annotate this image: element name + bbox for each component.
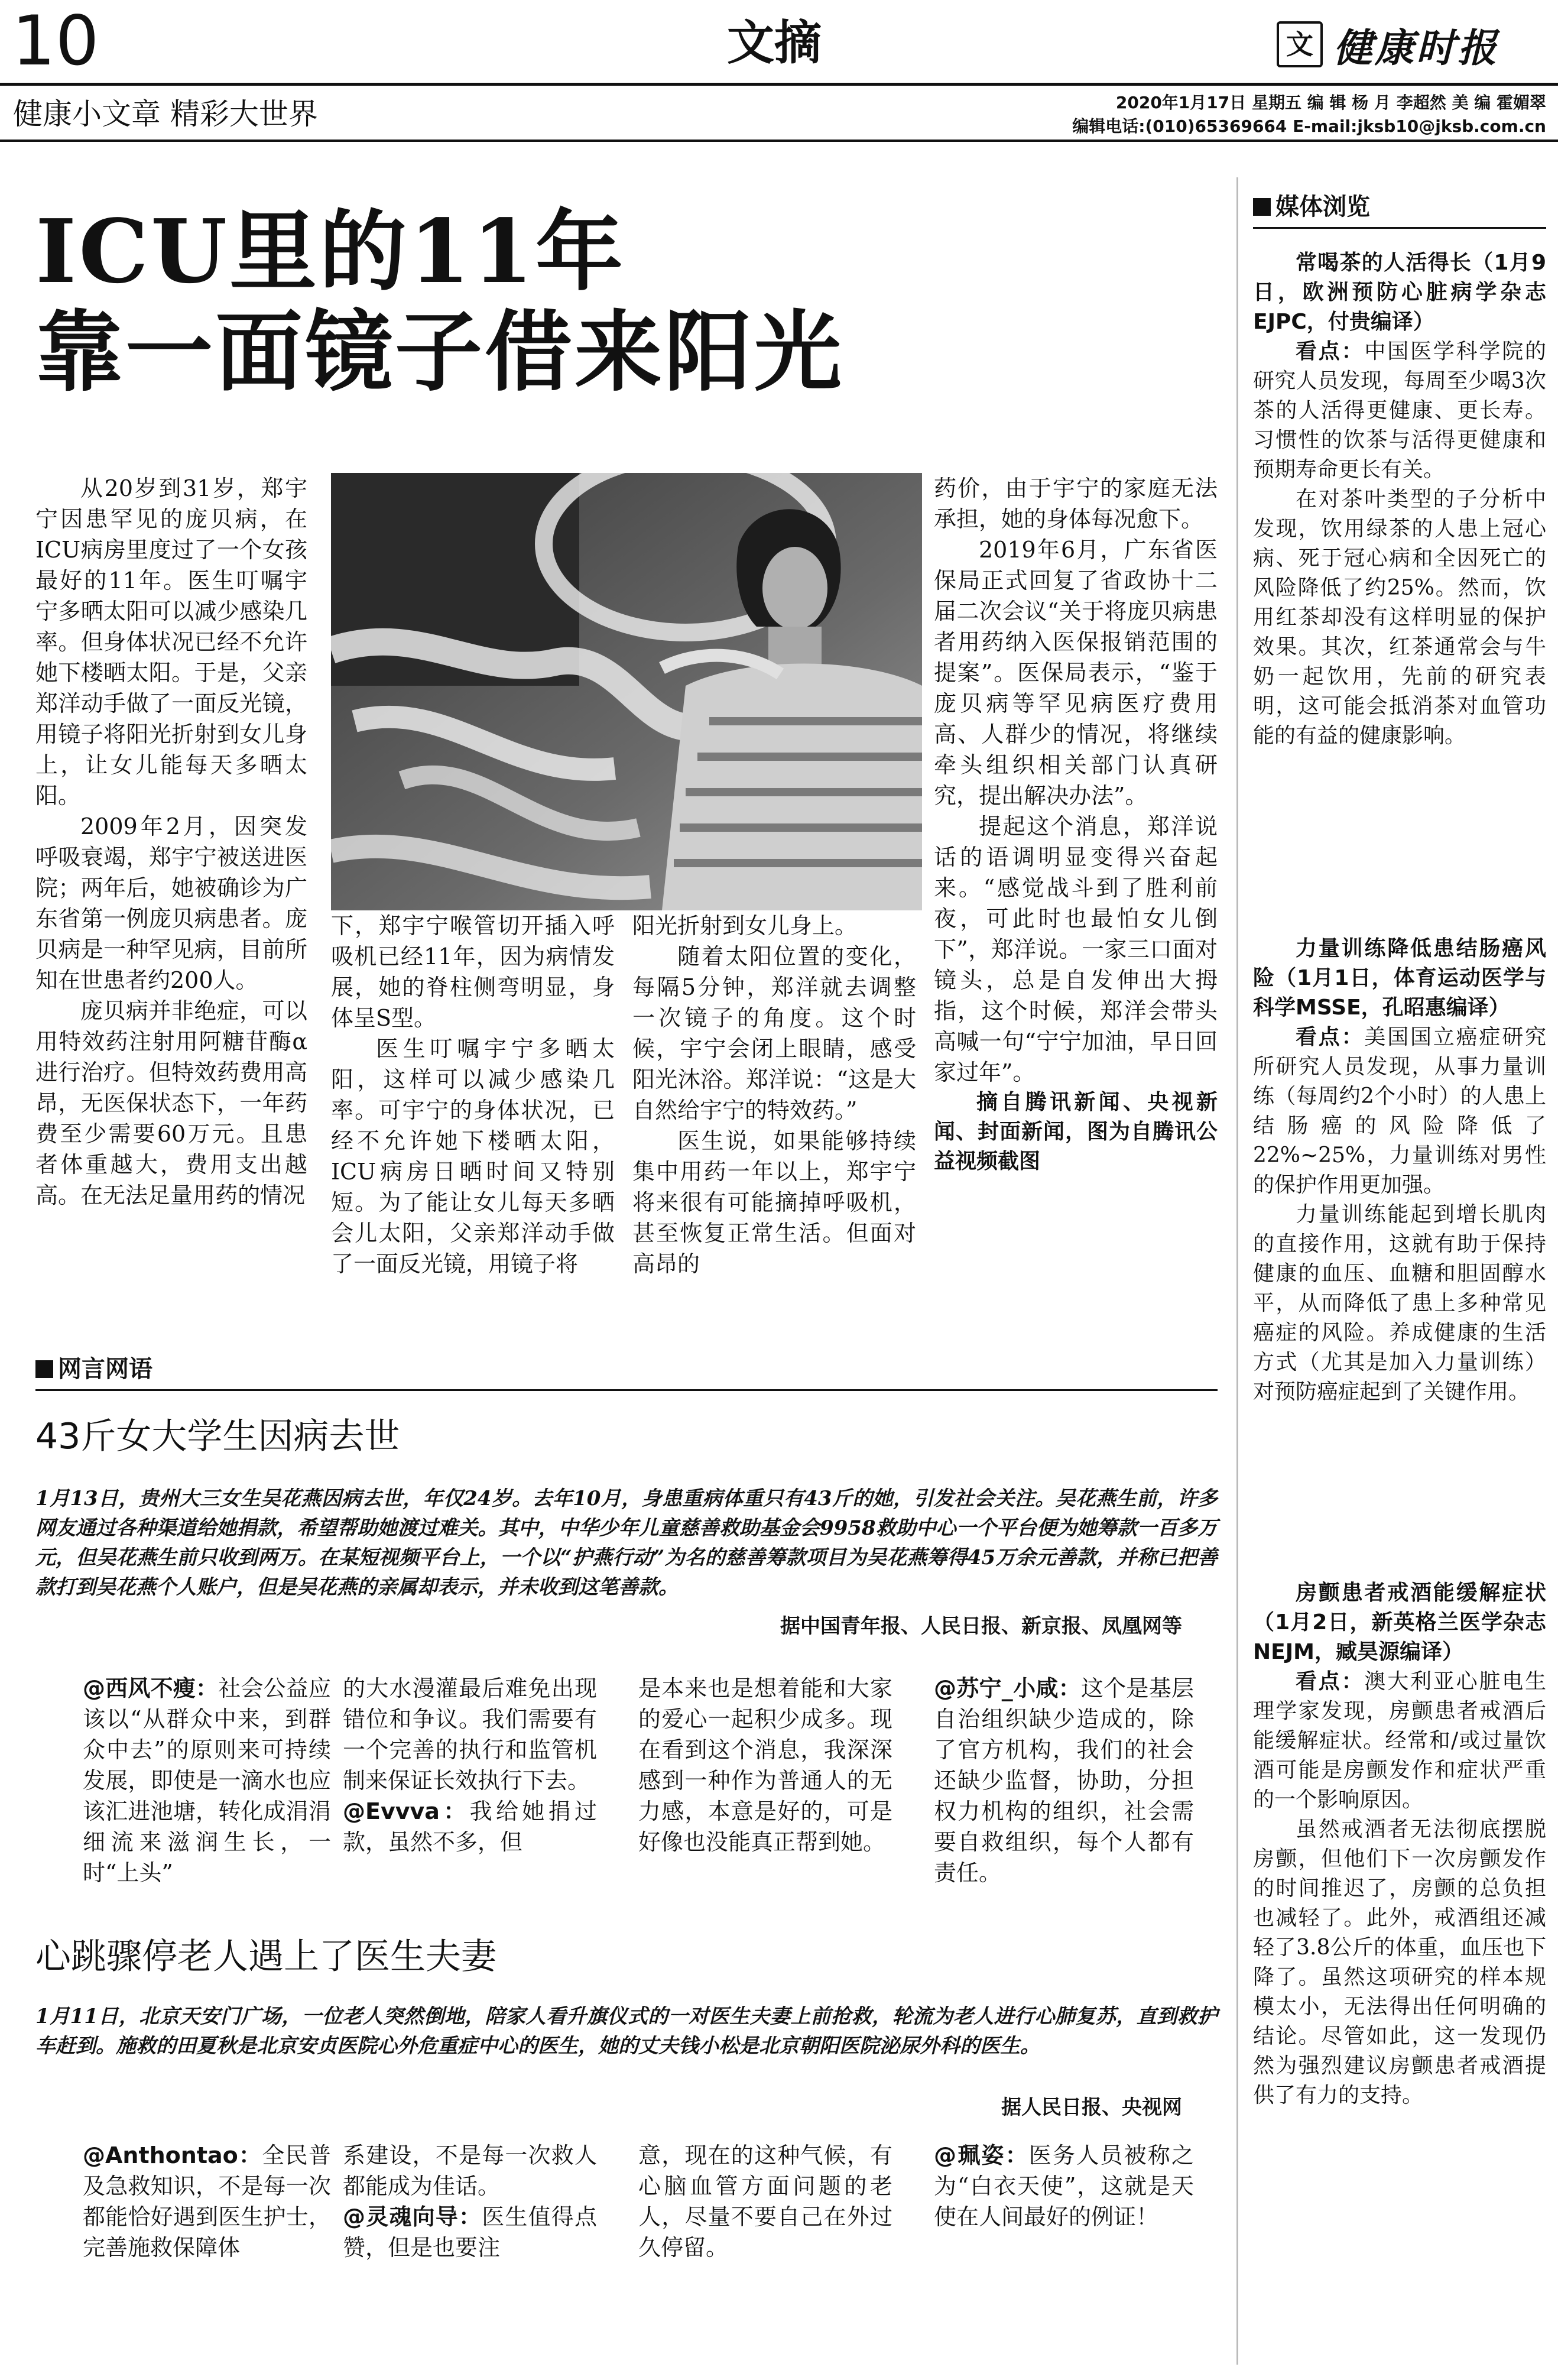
story-photo [331, 473, 922, 910]
paragraph: 提起这个消息，郑洋说话的语调明显变得兴奋起来。“感觉战斗到了胜利前夜，可此时也最怕女儿倒下”，郑洋说。一家三口面对镜头，总是自发伸出大拇指，这个时候，郑洋会带头高喊一句“宁宁加油，早日回家过年”。 [934, 813, 1218, 1085]
paragraph: 医生叮嘱宇宁多晒太阳，这样可以减少感染几率。可宇宁的身体状况，已经不允许她下楼晒太阳，ICU病房日晒时间又特别短。为了能让女儿每天多晒会儿太阳，父亲郑洋动手做了一面反光镜，用镜子将 [331, 1036, 615, 1277]
story-1-source: 据中国青年报、人民日报、新京报、凤凰网等 [780, 1614, 1182, 1638]
headline-line-2: 靠一面镜子借来阳光 [35, 300, 844, 403]
main-story-column-1 [35, 473, 307, 1211]
main-story-column-3 [632, 910, 916, 1279]
headline-line-1: ICU里的11年 [35, 200, 626, 303]
sidebar-item-3 [1253, 1578, 1546, 2110]
paragraph: 2019年6月，广东省医保局正式回复了省政协十二届二次会议“关于将庞贝病患者用药纳入医保报销范围的提案”。医保局表示，“鉴于庞贝病等罕见病医疗费用高、人群少的情况，将继续牵头组织相关部门认真研究，提出解决办法”。 [934, 537, 1218, 809]
paragraph: 庞贝病并非绝症，可以用特效药注射用阿糖苷酶α进行治疗。但特效药费用高昂，无医保状态下，一年药费至少需要60万元。且患者体重越大，费用支出越高。在无法足量用药的情况 [35, 998, 307, 1208]
square-bullet-icon [1253, 198, 1271, 216]
paragraph: 下，郑宇宁喉管切开插入呼吸机已经11年，因为病情发展，她的脊柱侧弯明显，身体呈S型。 [331, 913, 615, 1031]
story-2-lead: 1月11日，北京天安门广场，一位老人突然倒地，陪家人看升旗仪式的一对医生夫妻上前抢救，轮流为老人进行心肺复苏，直到救护车赶到。施救的田夏秋是北京安贞医院心外危重症中心的医生，她的丈夫钱小松是北京朝阳医院泌尿外科的医生。 [35, 2005, 1218, 2058]
header-rule [0, 140, 1558, 142]
comment-column-2: 系建设，不是每一次救人都能成为佳话。 @灵魂向导：医生值得点赞，但是也要注 [343, 2142, 597, 2261]
section-rule [35, 1389, 1218, 1391]
main-story-column-2 [331, 910, 615, 1279]
comment-column-3: 是本来也是想着能和大家的爱心一起积少成多。现在看到这个消息，我深深感到一种作为普通人的无力感，本意是好的，可是好像也没能真正帮到她。 [638, 1675, 892, 1855]
square-bullet-icon [35, 1360, 53, 1378]
paragraph: 药价，由于宇宁的家庭无法承担，她的身体每况愈下。 [934, 475, 1218, 532]
online-section-label: 网言网语 [35, 1354, 152, 1384]
masthead-rule [0, 83, 1558, 86]
comment-column-1: @西风不瘦：社会公益应该以“从群众中来，到群众中去”的原则来可持续发展，即使是一滴水也应该汇进池塘，转化成涓涓细流来滋润生长，一时“上头” [83, 1675, 331, 1886]
comment-handle: @Anthontao： [83, 2142, 262, 2168]
sidebar-item-body: 看点：中国医学科学院的研究人员发现，每周至少喝3次茶的人活得更健康、更长寿。习惯性的饮茶与活得更健康和预期寿命更长有关。 在对茶叶类型的子分析中发现，饮用绿茶的人患上冠心病、死于冠心病和全因死亡的风险降低了约25%。然而，饮用红茶却没有这样明显的保护效果。其次，红茶通常会与牛奶一起饮用，先前的研究表明，这可能会抵消茶对血管功能的有益的健康影响。 [1253, 339, 1546, 748]
sidebar-item-title: 常喝茶的人活得长（1月9日，欧洲预防心脏病学杂志EJPC，付贵编译） [1253, 251, 1546, 334]
story-title-1: 43斤女大学生因病去世 [35, 1416, 400, 1457]
logo-mark-icon: 文 [1277, 21, 1323, 67]
comment-column-3: 意，现在的这种气候，有心脑血管方面问题的老人，尽量不要自己在外过久停留。 [638, 2142, 892, 2261]
editor-contact: 编辑电话:(010)65369664 E-mail:jksb10@jksb.com.cn [1072, 116, 1546, 136]
highlight-label: 看点： [1296, 1025, 1365, 1049]
highlight-label: 看点： [1296, 1669, 1365, 1694]
newspaper-logo [1277, 18, 1549, 71]
page-slogan: 健康小文章 精彩大世界 [13, 97, 318, 131]
comment-handle: @灵魂向导： [343, 2204, 482, 2230]
comment-handle: @Evvva： [343, 1798, 470, 1824]
comment-handle: @珮姿： [934, 2142, 1029, 2168]
comment-handle: @苏宁_小咸： [934, 1675, 1081, 1701]
sidebar-item-1 [1253, 248, 1546, 751]
comment-column-4: @苏宁_小咸：这个是基层自治组织缺少造成的，除了官方机构，我们的社会还缺少监督，协助，分担权力机构的组织，社会需要自救组织，每个人都有责任。 [934, 1675, 1194, 1886]
section-title: 文摘 [727, 15, 822, 70]
sidebar-item-body: 看点：澳大利亚心脏电生理学家发现，房颤患者戒酒后能缓解症状。经常和/或过量饮酒可能是房颤发作和症状严重的一个影响原因。 虽然戒酒者无法彻底摆脱房颤，但他们下一次房颤发作的时间推迟了，房颤的总负担也减轻了。此外，戒酒组还减轻了3.8公斤的体重，血压也下降了。虽然这项研究的样本规模太小，无法得出任何明确的结论。尽管如此，这一发现仍然为强烈建议房颤患者戒酒提供了有力的支持。 [1253, 1669, 1546, 2107]
photo-credit: 摘自腾讯新闻、央视新闻、封面新闻，图为自腾讯公益视频截图 [934, 1090, 1218, 1173]
issue-date-editors: 2020年1月17日 星期五 编 辑 杨 月 李超然 美 编 霍媚翠 [1115, 93, 1546, 112]
patient-mirror-photo [331, 473, 922, 910]
story-2-source: 据人民日报、央视网 [1001, 2096, 1182, 2119]
main-headline [35, 201, 844, 402]
sidebar-section-label: 媒体浏览 [1253, 192, 1370, 222]
paragraph: 随着太阳位置的变化，每隔5分钟，郑洋就去调整一次镜子的角度。这个时候，宇宁会闭上眼睛，感受阳光沐浴。郑洋说：“这是大自然给宇宁的特效药。” [632, 943, 916, 1123]
main-story-column-4 [934, 473, 1218, 1176]
sidebar-item-2 [1253, 934, 1546, 1407]
sidebar-item-body: 看点：美国国立癌症研究所研究人员发现，从事力量训练（每周约2个小时）的人患上结肠癌的风险降低了22%~25%，力量训练对男性的保护作用更加强。 力量训练能起到增长肌肉的直接作用，这就有助于保持健康的血压、血糖和胆固醇水平，从而降低了患上多种常见癌症的风险。养成健康的生活方式（尤其是加入力量训练）对预防癌症起到了关键作用。 [1253, 1025, 1546, 1404]
story-title-2: 心跳骤停老人遇上了医生夫妻 [35, 1936, 496, 1977]
paragraph: 2009年2月，因突发呼吸衰竭，郑宇宁被送进医院；两年后，她被确诊为广东省第一例庞贝病患者。庞贝病是一种罕见病，目前所知在世患者约200人。 [35, 813, 307, 993]
comment-column-2: 的大水漫灌最后难免出现错位和争议。我们需要有一个完善的执行和监管机制来保证长效执行下去。 @Evvva：我给她捐过款，虽然不多，但 [343, 1675, 597, 1855]
sidebar-item-title: 房颤患者戒酒能缓解症状（1月2日，新英格兰医学杂志NEJM，臧昊源编译） [1253, 1581, 1546, 1664]
comment-column-1: @Anthontao：全民普及急救知识，不是每一次都能恰好遇到医生护士，完善施救保障体 [83, 2142, 331, 2261]
highlight-label: 看点： [1296, 339, 1365, 364]
paragraph: 从20岁到31岁，郑宇宁因患罕见的庞贝病，在ICU病房里度过了一个女孩最好的11年。医生叮嘱宇宁多晒太阳可以减少感染几率。但身体状况已经不允许她下楼晒太阳。于是，父亲郑洋动手做了一面反光镜，用镜子将阳光折射到女儿身上，让女儿能每天多晒太阳。 [35, 475, 307, 809]
comment-handle: @西风不瘦： [83, 1675, 219, 1701]
column-divider [1236, 177, 1238, 2365]
comment-column-4: @珮姿：医务人员被称之为“白衣天使”，这就是天使在人间最好的例证！ [934, 2142, 1194, 2230]
story-1-lead: 1月13日，贵州大三女生吴花燕因病去世，年仅24岁。去年10月，身患重病体重只有43斤的她，引发社会关注。吴花燕生前，许多网友通过各种渠道给她捐款，希望帮助她渡过难关。其中，中华少年儿童慈善救助基金会9958救助中心一个平台便为她筹款一百多万元，但吴花燕生前只收到两万。在某短视频平台上，一个以“护燕行动”为名的慈善筹款项目为吴花燕筹得45万余元善款，并称已把善款打到吴花燕个人账户，但是吴花燕的亲属却表示，并未收到这笔善款。 [35, 1487, 1218, 1599]
logo-text: 健康时报 [1333, 24, 1499, 71]
sidebar-item-title: 力量训练降低患结肠癌风险（1月1日，体育运动医学与科学MSSE，孔昭惠编译） [1253, 936, 1546, 1020]
sidebar-rule [1253, 227, 1546, 229]
paragraph: 医生说，如果能够持续集中用药一年以上，郑宇宁将来很有可能摘掉呼吸机，甚至恢复正常生活。但面对高昂的 [632, 1128, 916, 1277]
paragraph: 阳光折射到女儿身上。 [632, 913, 858, 939]
page-number: 10 [12, 1, 99, 81]
